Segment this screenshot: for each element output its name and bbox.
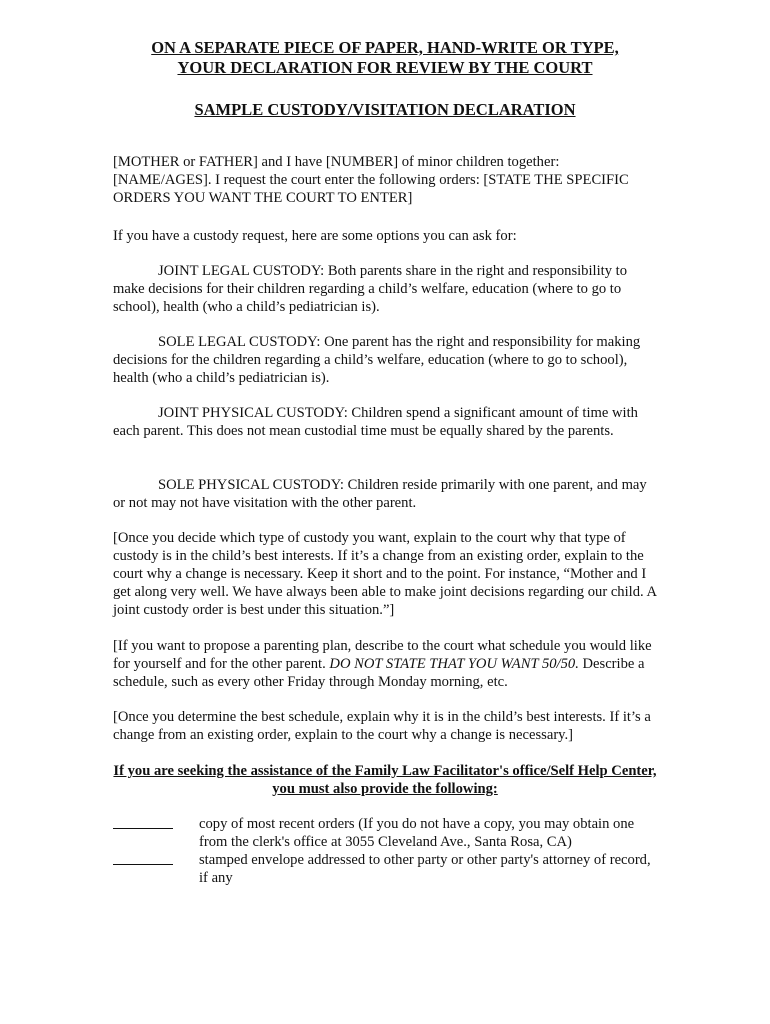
best-interests-paragraph: [Once you decide which type of custody you want, explain to the court why that type of custody is in the child’s best interests. If it’s a change from an existing order, explain to the court why a change is necessary. Keep it short and to the point. For instance, “Mother and I get along very well. We have always been able to make joint decisions regarding our child. A joint custody order is best under this situation.”] — [113, 530, 657, 618]
checklist-item-envelope: stamped envelope addressed to other party or other party's attorney of record, if any — [199, 852, 651, 886]
options-intro: If you have a custody request, here are some options you can ask for: — [113, 228, 517, 244]
intro-paragraph: [MOTHER or FATHER] and I have [NUMBER] of minor children together: [NAME/AGES]. I request the court enter the following orders: [STATE THE SPECIFIC ORDERS YOU WANT THE COURT TO ENTER] — [113, 154, 629, 206]
checklist-item-orders: copy of most recent orders (If you do not have a copy, you may obtain one from the clerk's office at 3055 Cleveland Ave., Santa Rosa, CA) — [199, 816, 635, 850]
option-sole-legal: SOLE LEGAL CUSTODY: One parent has the right and responsibility for making decisions for the children regarding a child’s welfare, education (where to go to school), health (who a child’s pediatrician is). — [113, 334, 641, 386]
option-sole-physical: SOLE PHYSICAL CUSTODY: Children reside primarily with one parent, and may or not may not have visitation with the other parent. — [113, 477, 647, 511]
option-joint-legal: JOINT LEGAL CUSTODY: Both parents share in the right and responsibility to make decisions for their children regarding a child’s welfare, education (where to go to school), health (who a child’s pediatrician is). — [113, 263, 627, 315]
facilitator-notice: If you are seeking the assistance of the Family Law Facilitator's office/Self Help Center, you must also provide the following: — [113, 763, 657, 797]
option-joint-physical: JOINT PHYSICAL CUSTODY: Children spend a significant amount of time with each parent. This does not mean custodial time must be equally shared by the parents. — [113, 405, 638, 439]
parenting-plan-emphasis: DO NOT STATE THAT YOU WANT 50/50. — [329, 656, 579, 672]
document-title: SAMPLE CUSTODY/VISITATION DECLARATION — [194, 100, 576, 119]
header-line-1: ON A SEPARATE PIECE OF PAPER, HAND-WRITE OR TYPE, — [151, 38, 619, 57]
checklist-blank-line[interactable] — [113, 828, 173, 829]
checklist-blank-line[interactable] — [113, 864, 173, 865]
schedule-explain-paragraph: [Once you determine the best schedule, explain why it is in the child’s best interests. If it’s a change from an existing order, explain to the court why a change is necessary.] — [113, 709, 651, 743]
parenting-plan-text-after: Describe a schedule, such as every other Friday through Monday morning, etc. — [113, 656, 645, 690]
parenting-plan-paragraph — [113, 637, 658, 691]
parenting-plan-text: [If you want to propose a parenting plan, describe to the court what schedule you would like for yourself and for the other parent. — [113, 638, 652, 672]
header-line-2: YOUR DECLARATION FOR REVIEW BY THE COURT — [177, 58, 593, 77]
